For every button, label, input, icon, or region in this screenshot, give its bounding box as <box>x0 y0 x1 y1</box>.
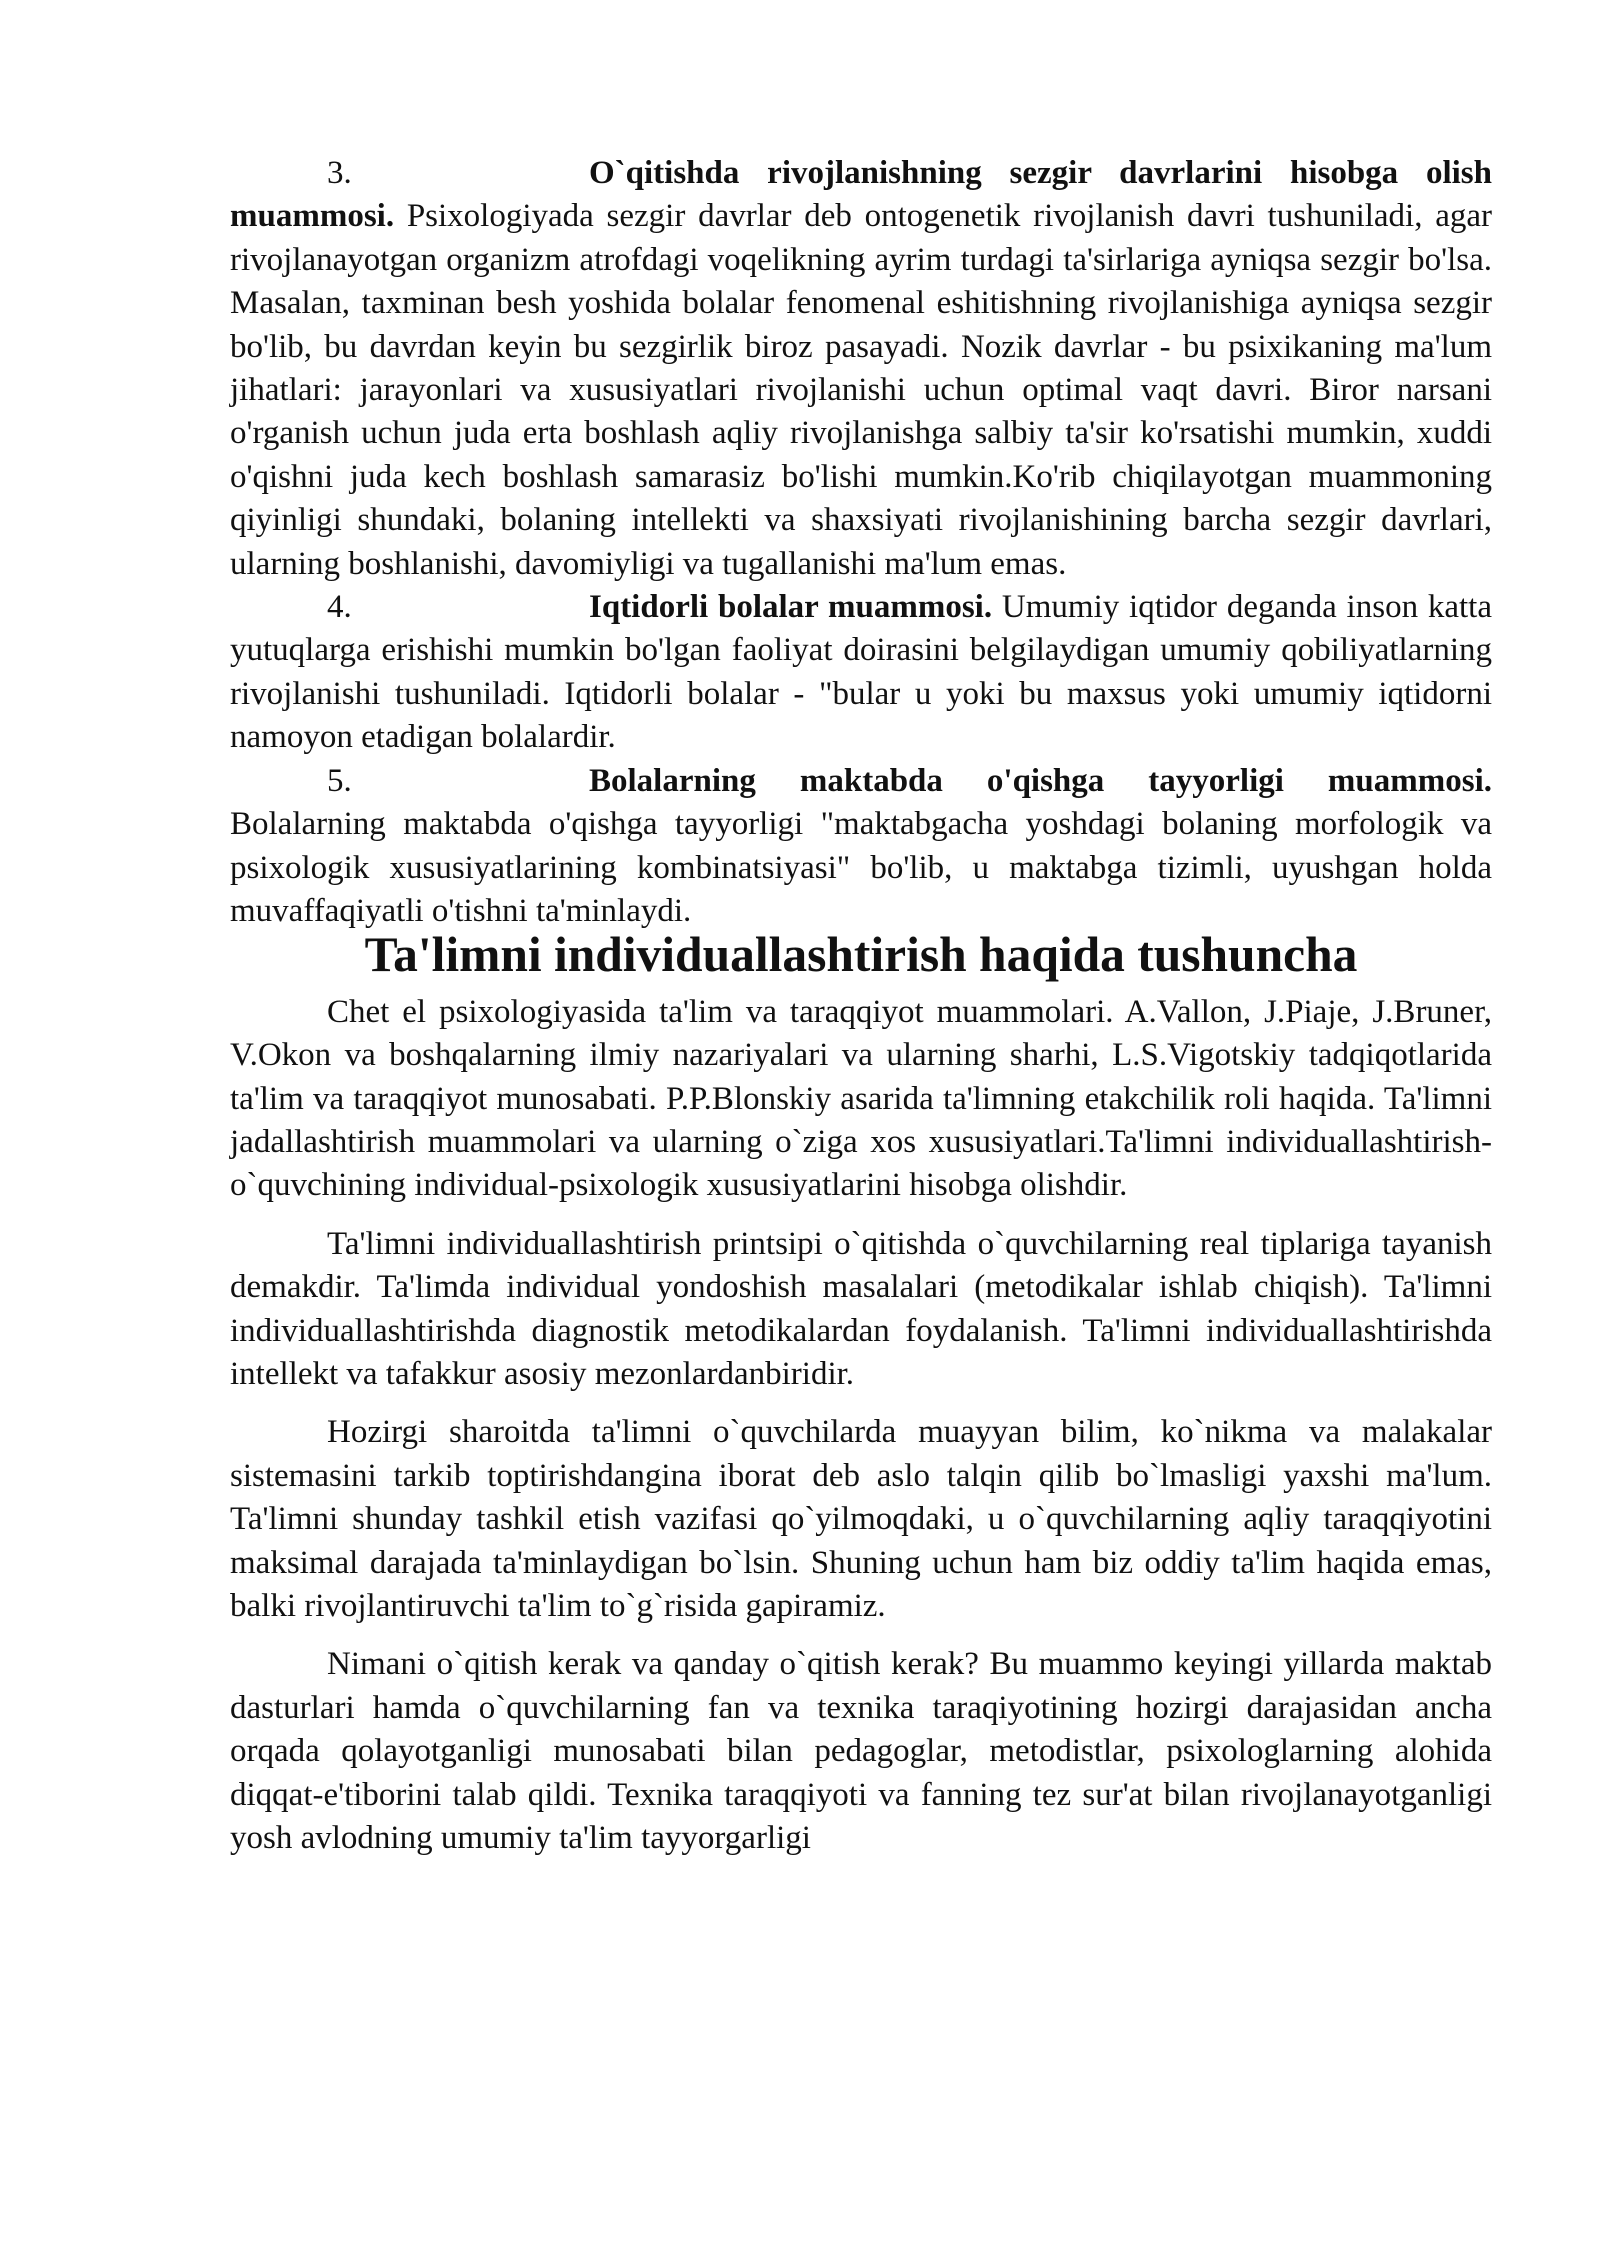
item-number: 3. <box>327 155 352 191</box>
item-text: Bolalarning maktabda o'qishga tayyorligi "maktabgacha yoshdagi bolaning morfologik va psixologik xususiyatlarining kombinatsiyasi" bo'lib, u maktabga tizimli, uyushgan holda muvaffaqiyatli o'tishni ta'minlaydi. <box>230 806 1492 929</box>
item-text: Umumiy iqtidor deganda inson katta yutuqlarga erishishi mumkin bo'lgan faoliyat doirasini belgilaydigan umumiy qobiliyatlarning rivojlanishi tushuniladi. Iqtidorli bolalar - "bular u yoki bu maxsus yoki umumiy iqtidorni namoyon etadigan bolalardir. <box>230 589 1492 756</box>
item-title: Iqtidorli bolalar muammosi. <box>589 589 993 626</box>
body-paragraph-1: Chet el psixologiyasida ta'lim va taraqqiyot muammolari. A.Vallon, J.Piaje, J.Bruner, V.Okon va boshqalarning ilmiy nazariyalari va ularning sharhi, L.S.Vigotskiy tadqiqotlarida ta'lim va taraqqiyot munosabati. P.P.Blonskiy asarida ta'limning etakchilik roli haqida. Ta'limni jadallashtirish muammolari va ularning o`ziga xos xususiyatlari.Ta'limni individuallashtirish-o`quvchining individual-psixologik xususiyatlarini hisobga olishdir. <box>230 993 1492 1204</box>
body-paragraph-3: Hozirgi sharoitda ta'limni o`quvchilarda muayyan bilim, ko`nikma va malakalar sistemasini tarkib toptirishdangina iborat deb aslo talqin qilib bo`lmasligi yaxshi ma'lum. Ta'limni shunday tashkil etish vazifasi qo`yilmoqdaki, u o`quvchilarning aqliy taraqqiyotini maksimal darajada ta'minlaydigan bo`lsin. Shuning uchun ham biz oddiy ta'lim haqida emas, balki rivojlantiruvchi ta'lim to`g`risida gapiramiz. <box>230 1414 1492 1624</box>
body-paragraph-4: Nimani o`qitish kerak va qanday o`qitish kerak? Bu muammo keyingi yillarda maktab dasturlari hamda o`quvchilarning fan va texnika taraqiyotining hozirgi darajasidan ancha orqada qolayotganligi munosabati bilan pedagoglar, metodistlar, psixologlarning alohida diqqat-e'tiborini talab qildi. Texnika taraqqiyoti va fanning tez sur'at bilan rivojlanayotganligi yosh avlodning umumiy ta'lim tayyorgarligi <box>230 1646 1492 1857</box>
numbered-item-3 <box>230 152 1492 586</box>
document-body <box>230 152 1492 1860</box>
item-title: O`qitishda rivojlanishning sezgir davrlarini hisobga olish muammosi. <box>230 155 1492 235</box>
item-number: 5. <box>327 762 352 799</box>
item-text: Psixologiyada sezgir davrlar deb ontogenetik rivojlanish davri tushuniladi, agar rivojlanayotgan organizm atrofdagi voqelikning ayrim turdagi ta'sirlariga ayniqsa sezgir bo'lsa. Masalan, taxminan besh yoshida bolalar fenomenal eshitishning rivojlanishiga ayniqsa sezgir bo'lib, bu davrdan keyin bu sezgirlik biroz pasayadi. Nozik davrlar - bu psixikaning ma'lum jihatlari: jarayonlari va xususiyatlari rivojlanishi uchun optimal vaqt davri. Biror narsani o'rganish uchun juda erta boshlash aqliy rivojlanishga salbiy ta'sir ko'rsatishi mumkin, xuddi o'qishni juda kech boshlash samarasiz bo'lishi mumkin.Ko'rib chiqilayotgan muammoning qiyinligi shundaki, bolaning intellekti va shaxsiyati rivojlanishining barcha sezgir davrlari, ularning boshlanishi, davomiyligi va tugallanishi ma'lum emas. <box>230 198 1492 582</box>
item-number: 4. <box>327 589 352 626</box>
numbered-item-4 <box>230 586 1492 760</box>
section-heading: Ta'limni individuallashtirish haqida tushuncha <box>364 927 1358 983</box>
numbered-item-5 <box>230 760 1492 934</box>
body-paragraph-2: Ta'limni individuallashtirish printsipi o`qitishda o`quvchilarning real tiplariga tayanish demakdir. Ta'limda individual yondoshish masalalari (metodikalar ishlab chiqish). Ta'limni individuallashtirishda diagnostik metodikalardan foydalanish. Ta'limni individuallashtirishda intellekt va tafakkur asosiy mezonlardanbiridir. <box>230 1225 1492 1392</box>
item-title: Bolalarning maktabda o'qishga tayyorligi muammosi. <box>589 762 1492 799</box>
